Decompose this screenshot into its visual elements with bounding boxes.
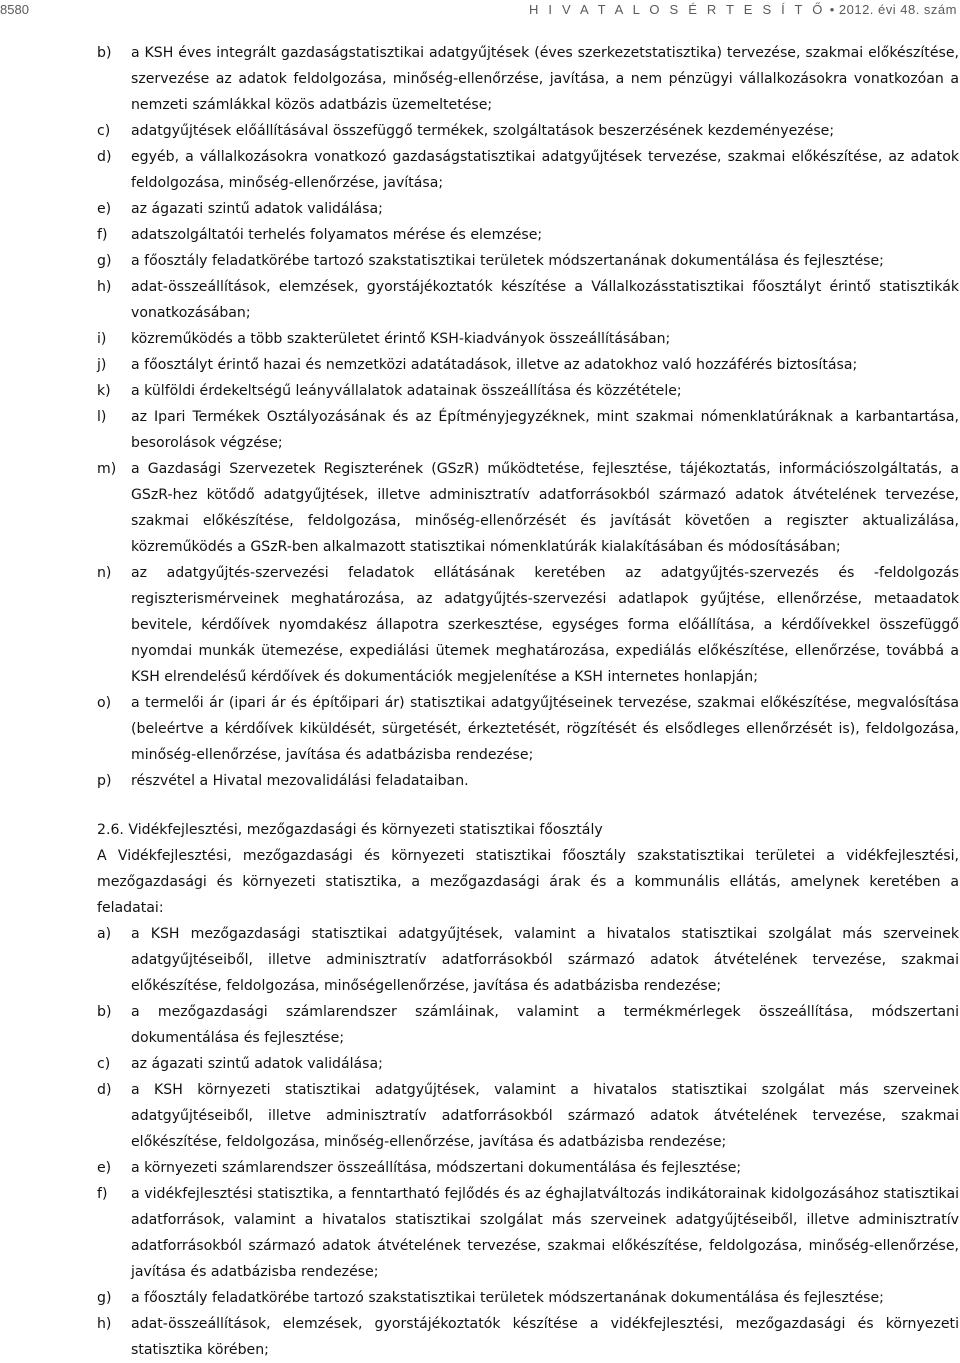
item-letter: b) xyxy=(97,45,112,61)
list-item xyxy=(97,999,959,1051)
task-list-first xyxy=(97,40,959,794)
item-letter: k) xyxy=(97,383,111,399)
item-letter: o) xyxy=(97,695,112,711)
item-text: adat-összeállítások, elemzések, gyorstájékoztatók készítése a vidékfejlesztési, mezőgazdasági és környezeti statisztika körében; xyxy=(131,1316,959,1358)
document-body xyxy=(97,40,959,1363)
list-item xyxy=(97,1051,959,1077)
item-letter: e) xyxy=(97,1160,112,1176)
item-letter: f) xyxy=(97,227,108,243)
list-item xyxy=(97,1285,959,1311)
list-item xyxy=(97,196,959,222)
item-letter: n) xyxy=(97,565,112,581)
item-letter: c) xyxy=(97,123,111,139)
item-text: adat-összeállítások, elemzések, gyorstájékoztatók készítése a Vállalkozásstatisztikai főosztályt érintő statisztikák vonatkozásában; xyxy=(131,279,959,321)
page-header xyxy=(0,0,960,20)
page-number: 8580 xyxy=(0,2,29,17)
item-letter: e) xyxy=(97,201,112,217)
list-item xyxy=(97,378,959,404)
item-letter: f) xyxy=(97,1186,108,1202)
list-item xyxy=(97,144,959,196)
item-text: adatszolgáltatói terhelés folyamatos mérése és elemzése; xyxy=(131,227,543,243)
item-text: a főosztály feladatkörébe tartozó szakstatisztikai területek módszertanának dokumentálása és fejlesztése; xyxy=(131,253,884,269)
list-item xyxy=(97,560,959,690)
header-separator: • xyxy=(829,2,835,17)
item-text: az adatgyűjtés-szervezési feladatok ellátásának keretében az adatgyűjtés-szervezés és -feldolgozás regiszterismérveinek meghatározása, az adatgyűjtés-szervezési adatlapok gyűjtése, ellenőrzése, metaadatok bevitele, kérdőívek nyomdakész állapotra szerkesztése, egységes forma előállítása, a kérdőívekkel összefüggő nyomdai munkák ütemezése, expediálási ütemek meghatározása, expediálás előkészítése, ellenőrzése, továbbá a KSH elrendelésű kérdőívek és dokumentációk megjelenítése a KSH internetes honlapján; xyxy=(131,565,959,685)
item-text: az Ipari Termékek Osztályozásának és az Építményjegyzéknek, mint szakmai nómenklatúráknak a karbantartása, besorolások végzése; xyxy=(131,409,959,451)
item-text: az ágazati szintű adatok validálása; xyxy=(131,1056,383,1072)
item-text: a vidékfejlesztési statisztika, a fenntartható fejlődés és az éghajlatváltozás indikátorainak kidolgozásához statisztikai adatforrások, valamint a hivatalos statisztikai szolgálat más szerveinek adatgyűjtéseiből, illetve adminisztratív adatforrásokból származó adatok átvételének tervezése, szakmai előkészítése, feldolgozása, minőség-ellenőrzése, javítása és adatbázisba rendezése; xyxy=(131,1186,959,1280)
section-intro: A Vidékfejlesztési, mezőgazdasági és környezeti statisztikai főosztály szakstatisztikai területei a vidékfejlesztési, mezőgazdasági és környezeti statisztika, a mezőgazdasági árak és a kommunális ellátás, amelynek keretében a feladatai: xyxy=(97,848,959,916)
item-letter: d) xyxy=(97,149,112,165)
list-item xyxy=(97,222,959,248)
item-letter: h) xyxy=(97,279,112,295)
item-letter: g) xyxy=(97,1290,112,1306)
item-letter: g) xyxy=(97,253,112,269)
task-list-second xyxy=(97,921,959,1363)
item-letter: d) xyxy=(97,1082,112,1098)
list-item xyxy=(97,40,959,118)
list-item xyxy=(97,118,959,144)
item-text: közreműködés a több szakterületet érintő KSH-kiadványok összeállításában; xyxy=(131,331,671,347)
item-text: a mezőgazdasági számlarendszer számláinak, valamint a termékmérlegek összeállítása, módszertani dokumentálása és fejlesztése; xyxy=(131,1004,959,1046)
list-item xyxy=(97,1155,959,1181)
item-letter: c) xyxy=(97,1056,111,1072)
item-text: a KSH környezeti statisztikai adatgyűjtések, valamint a hivatalos statisztikai szolgálat más szerveinek adatgyűjtéseiből, illetve adminisztratív adatforrásokból származó adatok átvételének tervezése, szakmai előkészítése, feldolgozása, minőség-ellenőrzése, javítása és adatbázisba rendezése; xyxy=(131,1082,959,1150)
item-text: a termelői ár (ipari ár és építőipari ár) statisztikai adatgyűjtéseinek tervezése, szakmai előkészítése, megvalósítása (beleértve a kérdőívek kiküldését, sürgetését, érkeztetését, rögzítését és elsődleges ellenőrzését is), feldolgozása, minőség-ellenőrzése, javítása és adatbázisba rendezése; xyxy=(131,695,959,763)
list-item xyxy=(97,326,959,352)
list-item xyxy=(97,352,959,378)
item-text: a külföldi érdekeltségű leányvállalatok adatainak összeállítása és közzététele; xyxy=(131,383,682,399)
item-text: egyéb, a vállalkozásokra vonatkozó gazdaságstatisztikai adatgyűjtések tervezése, szakmai előkészítése, az adatok feldolgozása, minőség-ellenőrzése, javítása; xyxy=(131,149,959,191)
item-text: részvétel a Hivatal mezovalidálási feladataiban. xyxy=(131,773,469,789)
list-item xyxy=(97,921,959,999)
item-letter: i) xyxy=(97,331,107,347)
item-text: a KSH mezőgazdasági statisztikai adatgyűjtések, valamint a hivatalos statisztikai szolgálat más szerveinek adatgyűjtéseiből, illetve adminisztratív adatforrásokból származó adatok átvételének tervezése, szakmai előkészítése, feldolgozása, minőségellenőrzése, javítása és adatbázisba rendezése; xyxy=(131,926,959,994)
list-item xyxy=(97,248,959,274)
list-item xyxy=(97,690,959,768)
item-letter: m) xyxy=(97,461,117,477)
item-letter: p) xyxy=(97,773,112,789)
journal-issue-line xyxy=(529,1,957,19)
list-item xyxy=(97,404,959,456)
journal-title: H I V A T A L O S É R T E S Í T Ő xyxy=(528,2,826,17)
item-text: a környezeti számlarendszer összeállítása, módszertani dokumentálása és fejlesztése; xyxy=(131,1160,742,1176)
item-letter: l) xyxy=(97,409,107,425)
item-letter: a) xyxy=(97,926,112,942)
item-letter: j) xyxy=(97,357,107,373)
issue-label: 2012. évi 48. szám xyxy=(838,2,957,17)
section-heading: 2.6. Vidékfejlesztési, mezőgazdasági és környezeti statisztikai főosztály xyxy=(97,822,603,838)
list-item xyxy=(97,456,959,560)
item-text: a főosztály feladatkörébe tartozó szakstatisztikai területek módszertanának dokumentálása és fejlesztése; xyxy=(131,1290,884,1306)
list-item xyxy=(97,768,959,794)
list-item xyxy=(97,1181,959,1285)
item-text: az ágazati szintű adatok validálása; xyxy=(131,201,383,217)
item-letter: h) xyxy=(97,1316,112,1332)
item-text: a főosztályt érintő hazai és nemzetközi adatátadások, illetve az adatokhoz való hozzáférés biztosítása; xyxy=(131,357,858,373)
list-item xyxy=(97,274,959,326)
item-text: a KSH éves integrált gazdaságstatisztikai adatgyűjtések (éves szerkezetstatisztika) tervezése, szakmai előkészítése, szervezése az adatok feldolgozása, minőség-ellenőrzése, javítása, a nem pénzügyi vállalkozásokra vonatkozóan a nemzeti számlákkal közös adatbázis üzemeltetése; xyxy=(131,45,959,113)
list-item xyxy=(97,1077,959,1155)
item-text: adatgyűjtések előállításával összefüggő termékek, szolgáltatások beszerzésének kezdeményezése; xyxy=(131,123,835,139)
item-text: a Gazdasági Szervezetek Regiszterének (GSzR) működtetése, fejlesztése, tájékoztatás, információszolgáltatás, a GSzR-hez kötődő adatgyűjtések, illetve adminisztratív adatforrásokból származó adatok átvételének tervezése, szakmai előkészítése, feldolgozása, minőség-ellenőrzését és javítását követően a regiszter aktualizálása, közreműködés a GSzR-ben alkalmazott statisztikai nómenklatúrák kialakításában és módosításában; xyxy=(131,461,959,555)
list-item xyxy=(97,1311,959,1363)
item-letter: b) xyxy=(97,1004,112,1020)
